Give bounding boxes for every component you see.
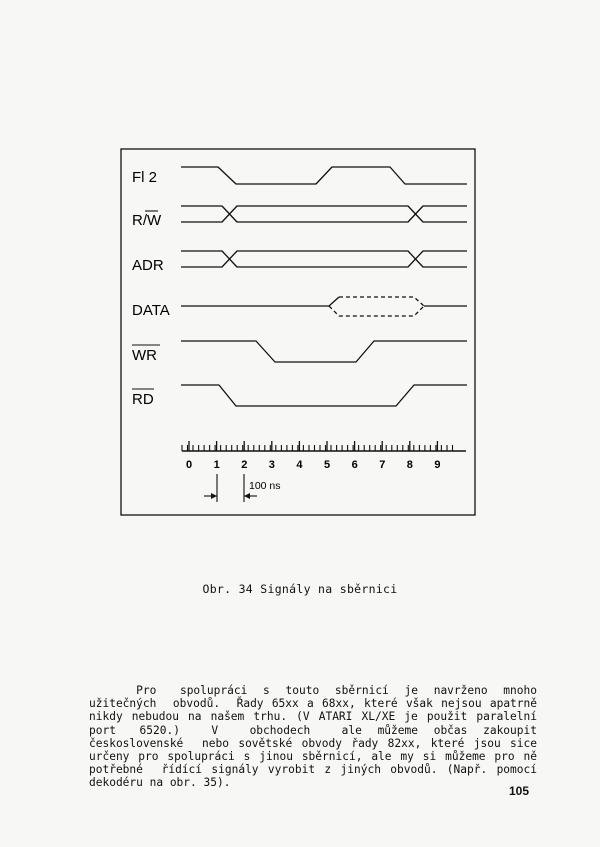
time-scale-axis <box>182 445 466 451</box>
paragraph-line: port 6520.) V obchodech ale můžeme občas zakoupit <box>89 723 537 737</box>
page-number: 105 <box>509 784 530 798</box>
paragraph-line: určeny pro spolupráci s jinou sběrnicí, ale my si můžeme pro ně <box>89 750 537 764</box>
paragraph-line: dekodéru na obr. 35). <box>89 776 231 790</box>
paragraph-line: užitečných obvodů. Řady 65xx a 68xx, které však nejsou apatrně <box>89 697 537 711</box>
tick-label: 1 <box>213 459 220 471</box>
tick-label: 8 <box>406 459 413 471</box>
signal-label-wr: WR <box>132 347 157 364</box>
tick-label: 5 <box>324 459 331 471</box>
waveform-adr <box>181 251 467 267</box>
tick-label: 7 <box>379 459 386 471</box>
figure-caption: Obr. 34 Signály na sběrnici <box>202 582 398 596</box>
waveform-rd <box>181 385 467 406</box>
signal-label-rd: RD <box>132 391 154 408</box>
tick-label: 3 <box>268 459 275 471</box>
tick-label: 9 <box>434 459 441 471</box>
signal-label-data: DATA <box>132 302 170 319</box>
signal-label-adr: ADR <box>132 257 164 274</box>
waveform-rw <box>181 206 467 222</box>
signal-label-fl2: Fl 2 <box>132 169 158 186</box>
paragraph-line: Pro spolupráci s touto sběrnicí je navrženo mnoho <box>89 684 537 697</box>
paragraph-line: potřebné řídící signály vyrobit z jiných obvodů. (Např. pomocí <box>89 763 537 777</box>
interval-label: 100 ns <box>249 480 281 492</box>
waveform-data <box>181 297 467 316</box>
waveform-fl2 <box>181 167 467 184</box>
tick-label: 4 <box>296 459 303 471</box>
paragraph-line: nikdy nebudou na našem trhu. (V ATARI XL/XE je použit paralelní <box>89 710 537 724</box>
paragraph-line: československé nebo sovětské obvody řady 82xx, které jsou sice <box>89 736 537 750</box>
tick-label: 0 <box>186 459 193 471</box>
body-paragraph <box>89 684 537 790</box>
waveform-wr <box>181 341 467 362</box>
tick-label: 2 <box>241 459 248 471</box>
signal-label-rw: R/W <box>132 212 162 229</box>
tick-label: 6 <box>351 459 358 471</box>
